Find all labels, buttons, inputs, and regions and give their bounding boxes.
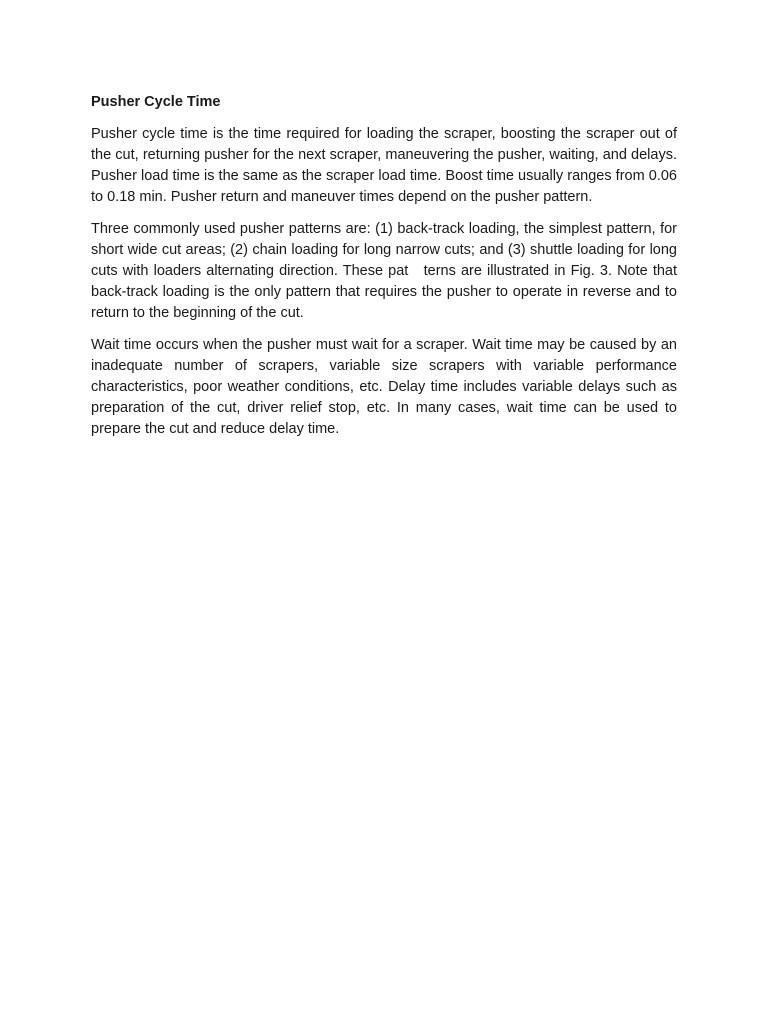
section-heading: Pusher Cycle Time <box>91 94 221 110</box>
paragraph-cycle-time-definition: Pusher cycle time is the time required for loading the scraper, boosting the scraper out of the cut, returning pusher for the next scraper, maneuvering the pusher, waiting, and delays. Pusher load time is the same as the scraper load time. Boost time usually ranges from 0.06 to 0.18 min. Pusher return and maneuver times depend on the pusher pattern. <box>91 126 677 205</box>
paragraph-pusher-patterns: Three commonly used pusher patterns are: (1) back-track loading, the simplest pattern, for short wide cut areas; (2) chain loading for long narrow cuts; and (3) shuttle loading for long cuts with loaders alternating direction. These pat terns are illustrated in Fig. 3. Note that back-track loading is the only pattern that requires the pusher to operate in reverse and to return to the beginning of the cut. <box>91 221 682 321</box>
paragraph-wait-time: Wait time occurs when the pusher must wait for a scraper. Wait time may be caused by an inadequate number of scrapers, variable size scrapers with variable performance characteristics, poor weather conditions, etc. Delay time includes variable delays such as preparation of the cut, driver relief stop, etc. In many cases, wait time can be used to prepare the cut and reduce delay time. <box>91 337 677 437</box>
document-body <box>91 92 682 451</box>
